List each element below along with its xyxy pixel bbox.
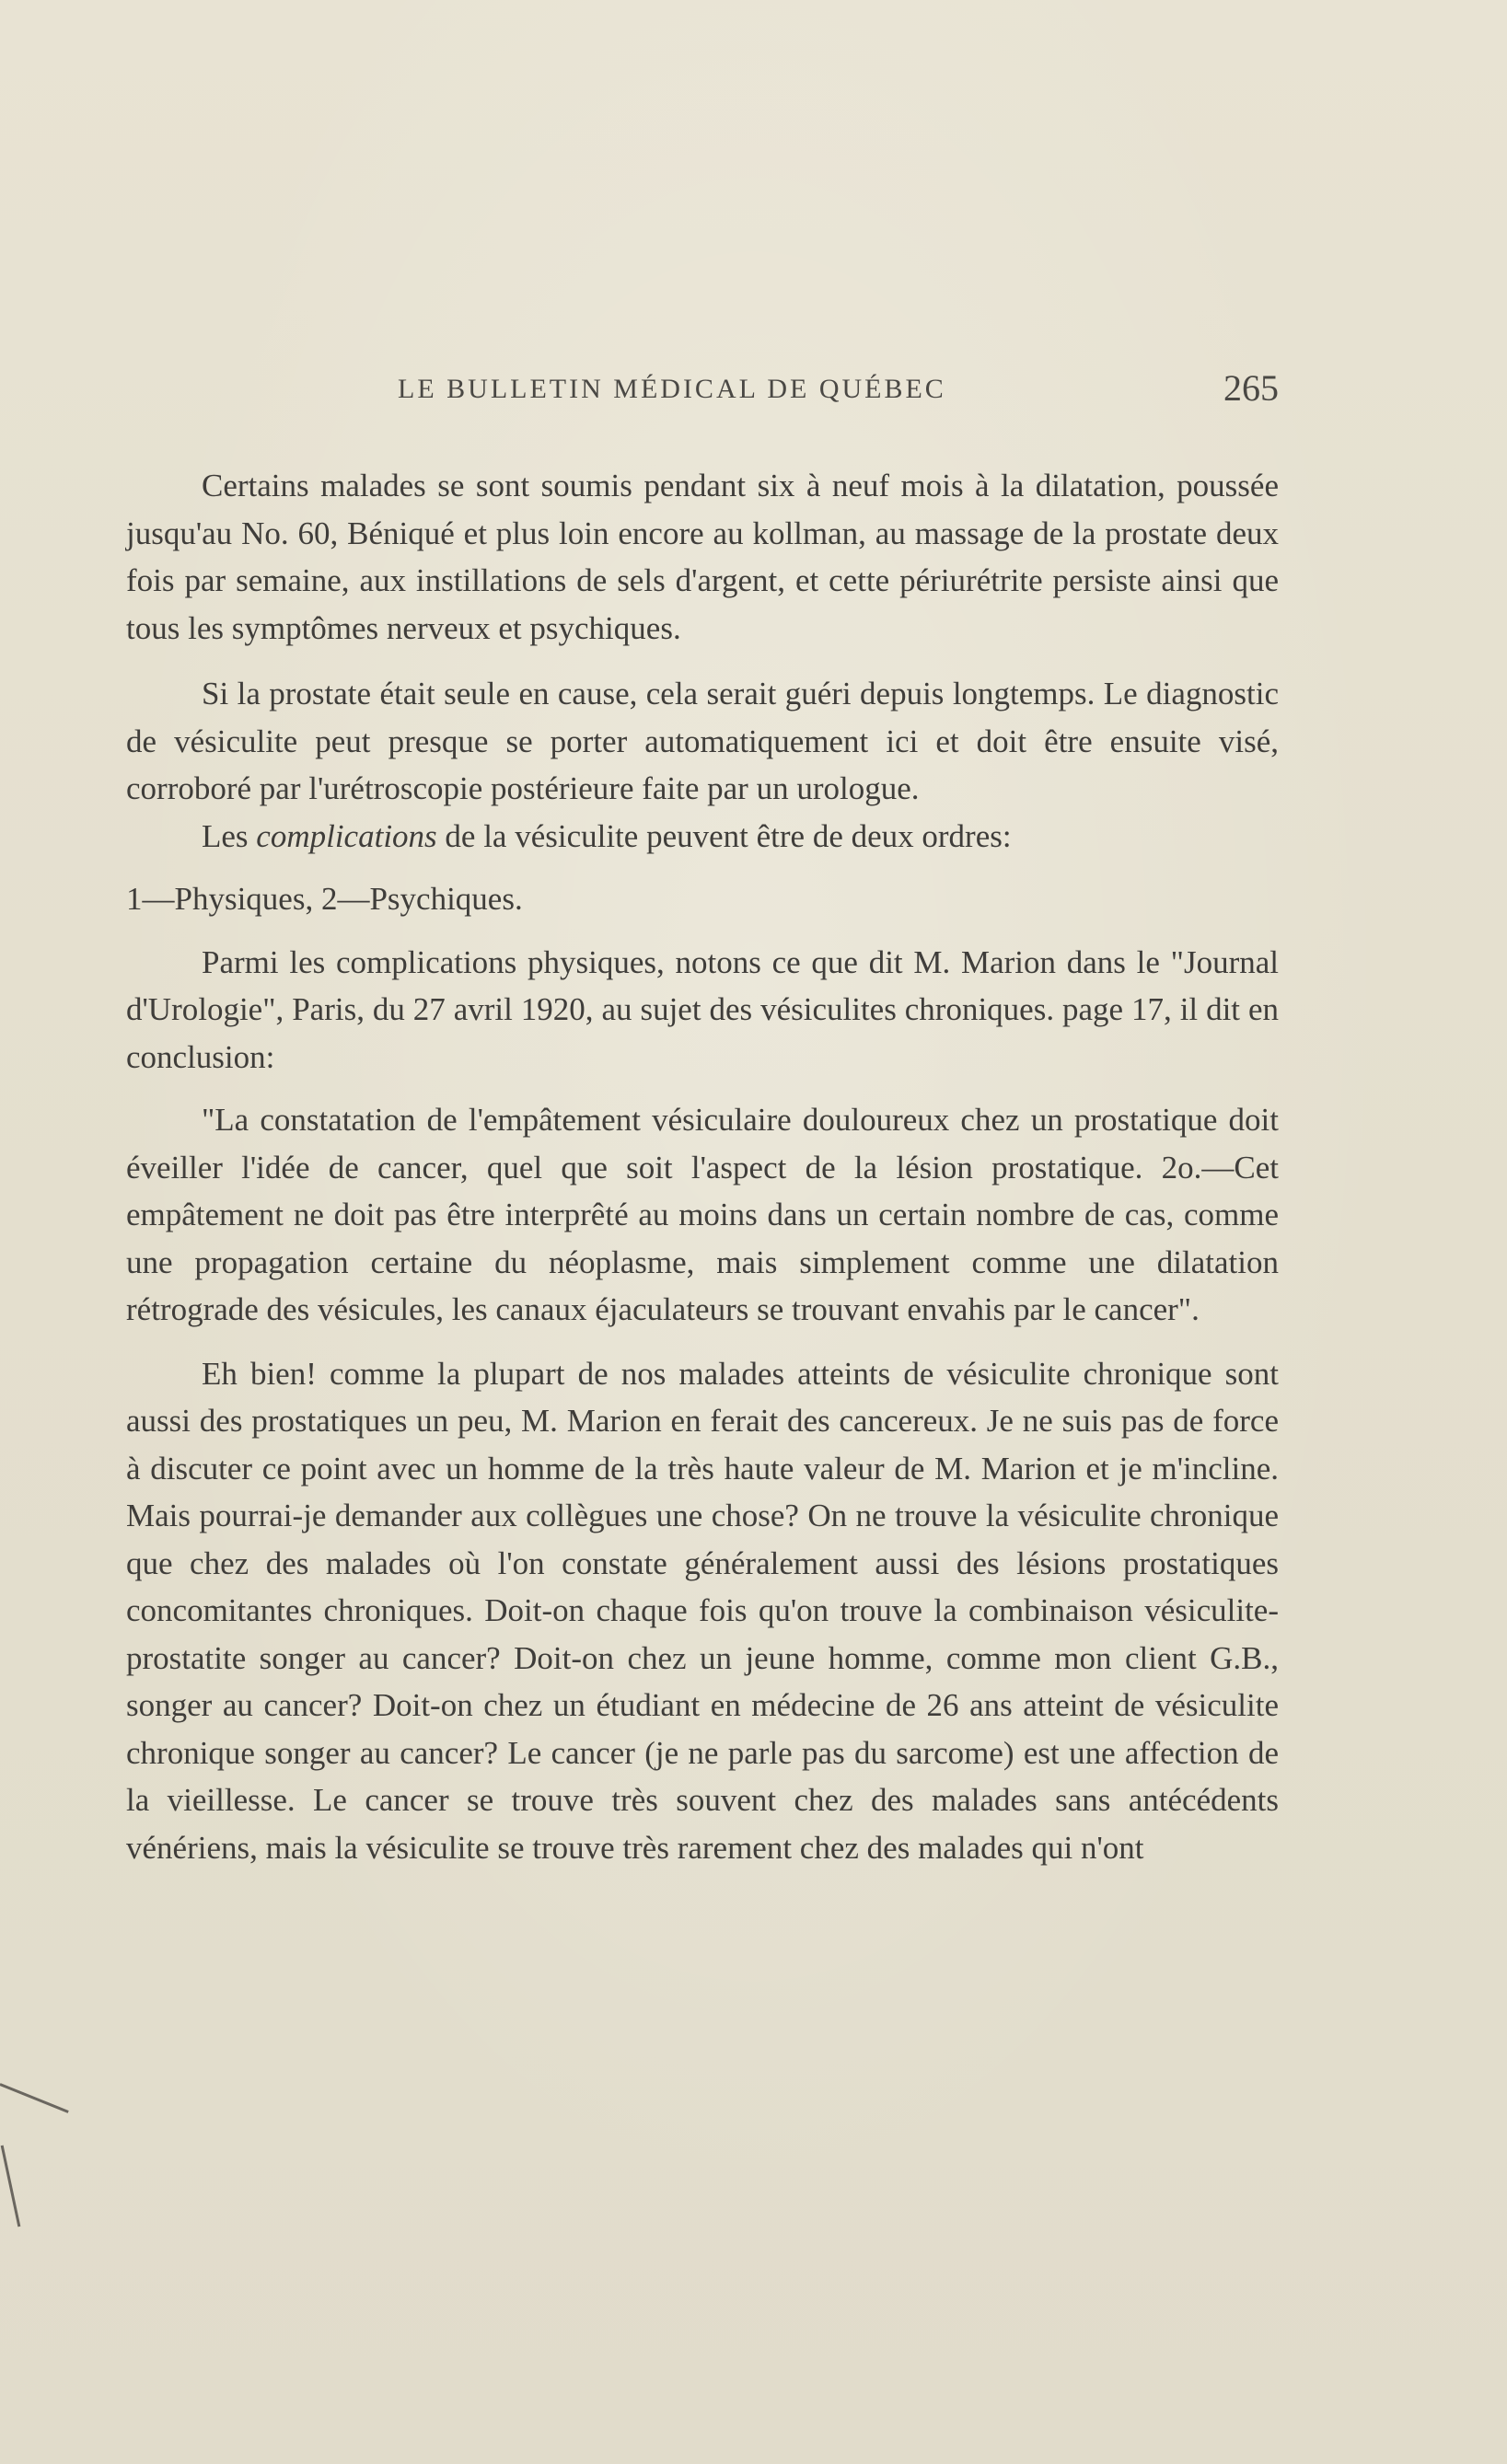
paragraph-4: 1—Physiques, 2—Psychiques. [126,881,523,917]
emphasis-complications: complications [256,817,437,854]
paragraph-3-start: Les [202,817,257,854]
running-head [126,366,1279,422]
paragraph-3 [126,813,1279,861]
running-title: LE BULLETIN MÉDICAL DE QUÉBEC [398,374,946,404]
margin-mark-upper [0,2083,69,2113]
paragraph-1: Certains malades se sont soumis pendant six à neuf mois à la dilatation, poussée jusqu'au No. 60, Béniqué et plus loin encore au kollman, au massage de la prostate deux fois par semaine, aux instillations de sels d'argent, et cette périurétrite persiste ainsi que tous les symptômes nerveux et psychiques. [126,468,1279,646]
paragraph-3-end: de la vésiculite peuvent être de deux ordres: [436,817,1012,854]
paragraph-5: Parmi les complications physiques, notons ce que dit M. Marion dans le "Journal d'Urologie", Paris, du 27 avril 1920, au sujet des vésiculites chroniques. page 17, il dit en conclusion: [126,943,1279,1075]
margin-mark-lower [1,2146,21,2227]
paragraph-2: Si la prostate était seule en cause, cela serait guéri depuis longtemps. Le diagnostic de vésiculite peut presque se porter automatiquement ici et doit être ensuite visé, corroboré par l'urétroscopie postérieure faite par un urologue. [126,676,1279,806]
page-number: 265 [1223,367,1279,409]
paragraph-7: Eh bien! comme la plupart de nos malades atteints de vésiculite chronique sont aussi des prostatiques un peu, M. Marion en ferait des cancereux. Je ne suis pas de force à discuter ce point avec un homme de la très haute valeur de M. Marion et je m'incline. Mais pourrai-je demander aux collègues une chose? On ne trouve la vésiculite chronique que chez des malades où l'on constate généralement aussi des lésions prostatiques concomitantes chroniques. Doit-on chaque fois qu'on trouve la combinaison vésiculite-prostatite songer au cancer? Doit-on chez un jeune homme, comme mon client G.B., songer au cancer? Doit-on chez un étudiant en médecine de 26 ans atteint de vésiculite chronique songer au cancer? Le cancer (je ne parle pas du sarcome) est une affection de la vieillesse. Le cancer se trouve très souvent chez des malades sans antécédents vénériens, mais la vésiculite se trouve très rarement chez des malades qui n'ont [126,1355,1279,1866]
body-text [126,462,1279,1871]
quotation: "La constatation de l'empâtement vésiculaire douloureux chez un prostatique doit éveiller l'idée de cancer, quel que soit l'aspect de la lésion prostatique. 2o.—Cet empâtement ne doit pas être interprêté au moins dans un certain nombre de cas, comme une propagation certaine du néoplasme, mais simplement comme une dilatation rétrograde des vésicules, les canaux éjaculateurs se trouvant envahis par le cancer". [126,1102,1279,1327]
